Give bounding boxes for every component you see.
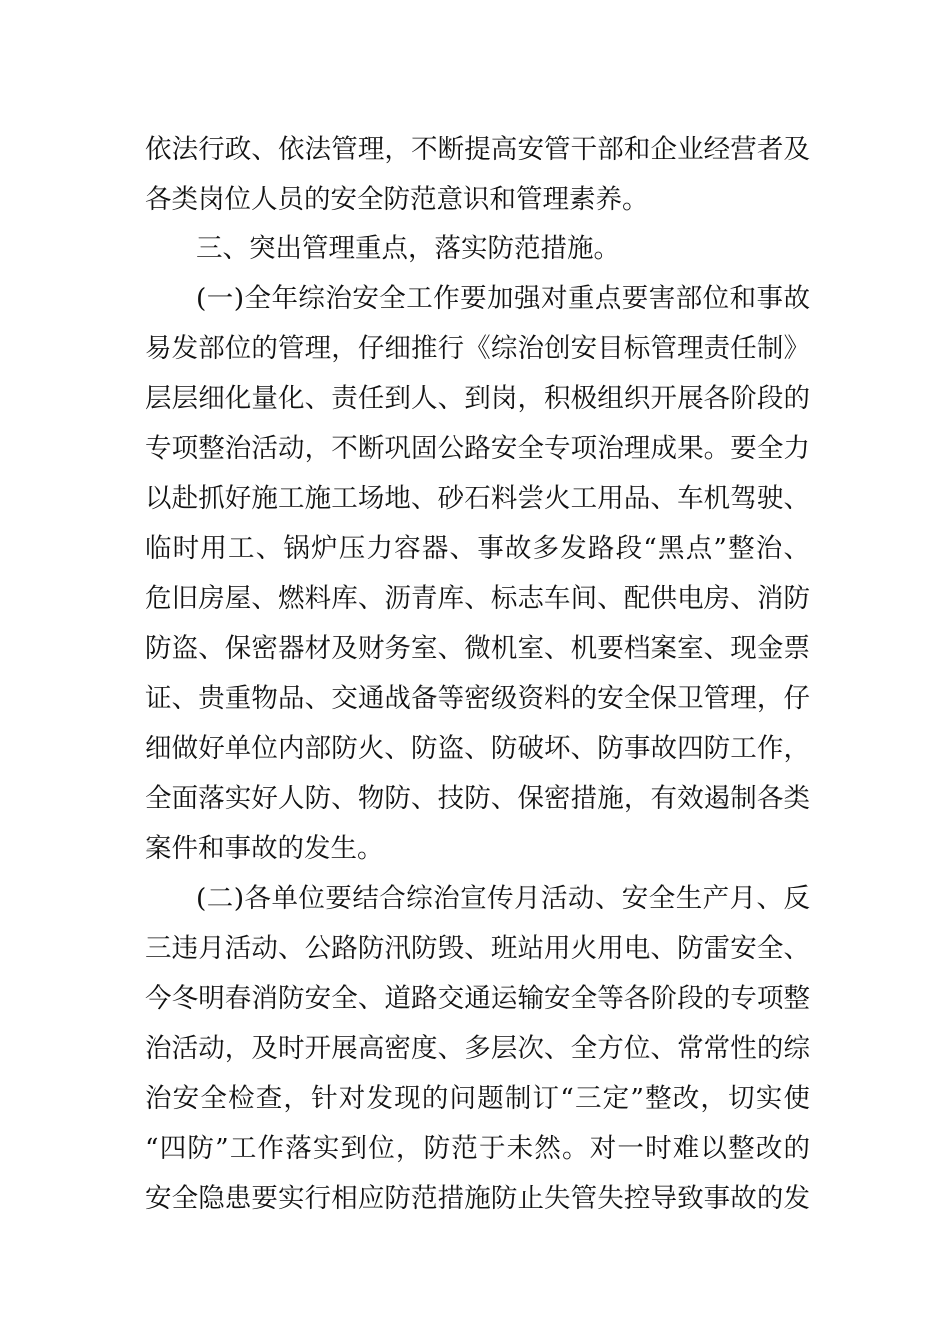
- text-line: 细做好单位内部防火、防盗、防破坏、防事故四防工作，: [145, 733, 810, 764]
- text-line: 治安全检查，针对发现的问题制订“三定”整改，切实使: [145, 1083, 810, 1114]
- text-line: 三违月活动、公路防汛防毁、班站用火用电、防雷安全、: [145, 933, 810, 964]
- text-line: 易发部位的管理，仔细推行《综治创安目标管理责任制》: [145, 333, 810, 364]
- text-line: 各类岗位人员的安全防范意识和管理素养。: [145, 184, 649, 215]
- text-line: 危旧房屋、燃料库、沥青库、标志车间、配供电房、消防: [145, 583, 810, 614]
- text-line: 安全隐患要实行相应防范措施防止失管失控导致事故的发: [145, 1183, 810, 1214]
- section-heading: 三、突出管理重点，落实防范措施。: [196, 233, 620, 264]
- text-line: “四防”工作落实到位，防范于未然。对一时难以整改的: [145, 1133, 810, 1164]
- text-line: 以赴抓好施工施工场地、砂石料尝火工用品、车机驾驶、: [145, 483, 810, 514]
- text-line: 治活动，及时开展高密度、多层次、全方位、常常性的综: [145, 1033, 810, 1064]
- text-line: (二)各单位要结合综治宣传月活动、安全生产月、反: [196, 883, 810, 914]
- text-line: 依法行政、依法管理，不断提高安管干部和企业经营者及: [145, 134, 810, 165]
- text-line: 层层细化量化、责任到人、到岗，积极组织开展各阶段的: [145, 383, 810, 414]
- text-line: 案件和事故的发生。: [145, 833, 384, 864]
- text-line: 全面落实好人防、物防、技防、保密措施，有效遏制各类: [145, 783, 810, 814]
- text-line: 专项整治活动，不断巩固公路安全专项治理成果。要全力: [145, 433, 810, 464]
- text-line: 今冬明春消防安全、道路交通运输安全等各阶段的专项整: [145, 983, 810, 1014]
- text-line: 防盗、保密器材及财务室、微机室、机要档案室、现金票: [145, 633, 810, 664]
- text-line: 证、贵重物品、交通战备等密级资料的安全保卫管理，仔: [145, 683, 810, 714]
- text-line: (一)全年综治安全工作要加强对重点要害部位和事故: [196, 283, 810, 314]
- text-line: 临时用工、锅炉压力容器、事故多发路段“黑点”整治、: [145, 533, 810, 564]
